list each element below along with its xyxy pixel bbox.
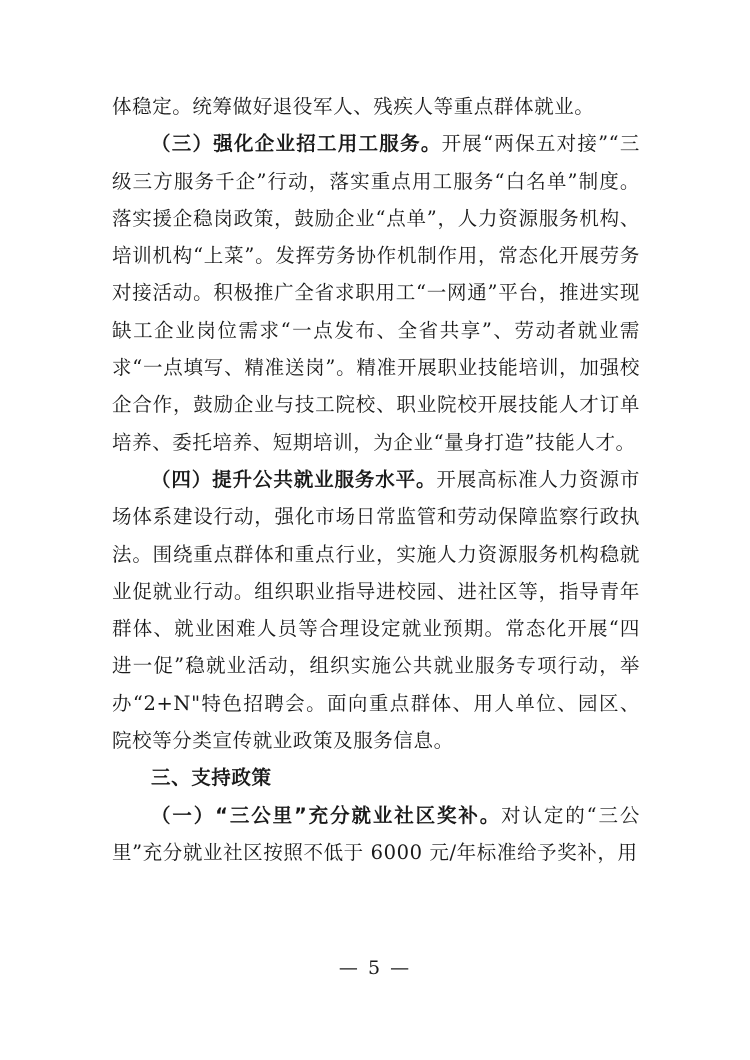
paragraph-3-heading: （三）强化企业招工用工服务。 — [151, 132, 442, 156]
document-body — [112, 88, 640, 871]
paragraph-3-text: 开展“两保五对接”“三级三方服务千企”行动，落实重点用工服务“白名单”制度。落实援企稳岗政策，鼓励企业“点单”，人力资源服务机构、培训机构“上菜”。发挥劳务协作机制作用，常态化开展劳务对接活动。积极推广全省求职用工“一网通”平台，推进实现缺工企业岗位需求“一点发布、全省共享”、劳动者就业需求“一点填写、精准送岗”。精准开展职业技能培训，加强校企合作，鼓励企业与技工院校、职业院校开展技能人才订单培养、委托培养、短期培训，为企业“量身打造”技能人才。 — [112, 132, 640, 454]
page-number: — 5 — — [338, 957, 412, 979]
paragraph-3 — [112, 125, 640, 461]
section-heading: 三、支持政策 — [151, 766, 272, 790]
paragraph-5-heading: （一）“三公里”充分就业社区奖补。 — [151, 803, 502, 827]
paragraph-4-heading: （四）提升公共就业服务水平。 — [151, 467, 437, 491]
paragraph-4 — [112, 461, 640, 759]
paragraph-5-text: 对认定的“三公里”充分就业社区按照不低于 6000 元/年标准给予奖补，用 — [112, 803, 640, 864]
paragraph-4-text: 开展高标准人力资源市场体系建设行动，强化市场日常监管和劳动保障监察行政执法。围绕重点群体和重点行业，实施人力资源服务机构稳就业促就业行动。组织职业指导进校园、进社区等，指导青年群体、就业困难人员等合理设定就业预期。常态化开展“四进一促”稳就业活动，组织实施公共就业服务专项行动，举办“2+N"特色招聘会。面向重点群体、用人单位、园区、院校等分类宣传就业政策及服务信息。 — [112, 467, 640, 753]
paragraph-5 — [112, 797, 640, 872]
paragraph-continuation: 体稳定。统筹做好退役军人、残疾人等重点群体就业。 — [112, 95, 595, 118]
